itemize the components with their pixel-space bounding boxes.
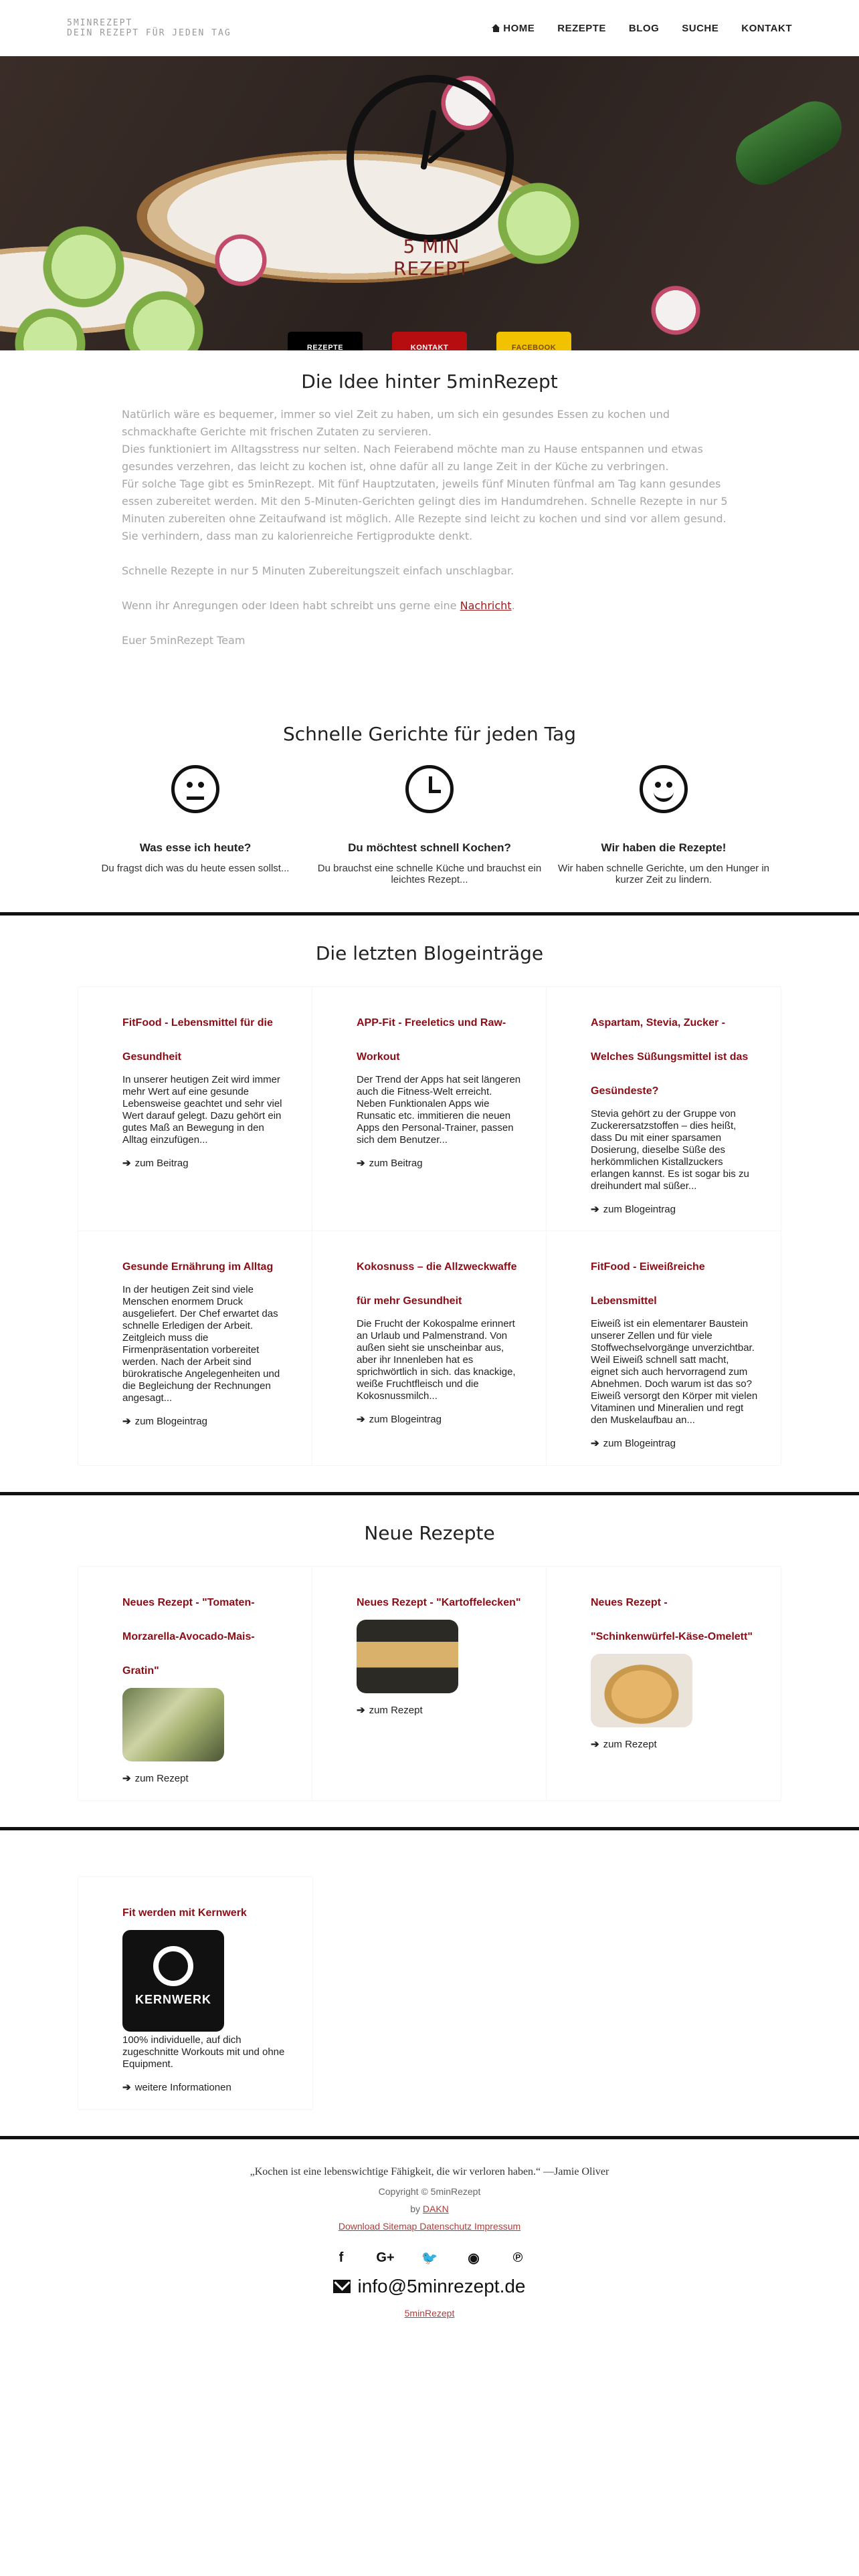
hero-buttons [0, 332, 859, 350]
hero-banner [0, 56, 859, 350]
main-nav [492, 23, 792, 34]
brand-name: 5MINREZEPT [67, 18, 133, 28]
recipe-card [547, 1567, 781, 1800]
kernwerk-title[interactable]: Fit werden mit Kernwerk [122, 1907, 247, 1919]
blog-card-text: Die Frucht der Kokospalme erinnert an Urlaub und Palmenstrand. Von außen sieht sie unscheinbar aus, aber ihr Innenleben hat es sprichwörtlich in sich. das knackige, weiße Fruchtfleisch und die Kokosnussmilch... [357, 1318, 516, 1402]
nav-suche[interactable]: SUCHE [682, 22, 719, 34]
blog-card-link[interactable]: ➔ zum Blogeintrag [122, 1415, 207, 1427]
recipe-image-omelett[interactable] [591, 1654, 692, 1727]
feature-text: Wir haben schnelle Gerichte, um den Hunger in kurzer Zeit zu lindern. [558, 863, 769, 885]
brand-tagline: DEIN REZEPT FÜR JEDEN TAG [67, 28, 231, 38]
arrow-right-icon: ➔ [357, 1158, 365, 1169]
home-icon [492, 24, 500, 32]
footer-links [0, 2221, 859, 2232]
blog-card-title[interactable]: APP-Fit - Freeletics und Raw-Workout [357, 1017, 506, 1063]
footer-quote: „Kochen ist eine lebenswichtige Fähigkeit, die wir verloren haben.“ —Jamie Oliver [250, 2166, 609, 2177]
kettlebell-icon [153, 1946, 193, 1986]
recipes-title: Neue Rezepte [364, 1522, 495, 1544]
footer-credit: by DAKN [410, 2204, 449, 2214]
arrow-right-icon: ➔ [357, 1705, 365, 1716]
feature-heading: Was esse ich heute? [139, 841, 252, 854]
kernwerk-logo[interactable] [122, 1930, 224, 2032]
neutral-face-icon [171, 765, 219, 813]
recipe-image-gratin[interactable] [122, 1688, 224, 1761]
feature-item [78, 765, 312, 885]
blog-card-text: Der Trend der Apps hat seit längeren auch die Fitness-Welt erreicht. Neben Funktionalen Apps wie Runsatic etc. immitieren die neuen Apps den Personal-Trainer, passen sich dem Benutzer... [357, 1074, 521, 1146]
email-link[interactable]: info@5minrezept.de [0, 2276, 859, 2297]
blog-card [78, 1231, 312, 1465]
footer-brand-link[interactable]: 5minRezept [404, 2308, 455, 2319]
blog-card [547, 1231, 781, 1465]
arrow-right-icon: ➔ [591, 1204, 599, 1215]
recipe-card-link[interactable]: ➔ zum Rezept [591, 1738, 657, 1750]
blog-card [312, 1231, 547, 1465]
arrow-right-icon: ➔ [122, 1158, 131, 1169]
hero-logo-text: 5 MIN REZEPT [393, 235, 470, 280]
feature-heading: Du möchtest schnell Kochen? [348, 841, 511, 854]
blog-card-text: In der heutigen Zeit sind viele Menschen enormem Druck ausgeliefert. Der Chef erwartet das schnelle Erledigen der Arbeit. Zeitgleich muss die Firmenpräsentation vorbereitet werden. Nach der Arbeit sind bürokratische Angelegenheiten und die Begleichung der Rechnungen angesagt... [122, 1284, 280, 1404]
hero-rezepte-button[interactable]: REZEPTE [288, 332, 363, 350]
nav-kontakt[interactable]: KONTAKT [741, 22, 792, 34]
blog-card-text: Stevia gehört zu der Gruppe von Zuckerersatzstoffen – dies heißt, dass Du mit einer sparsamen Dosierung, dieselbe Süße des herkömmlichen Kistallzuckers erlangen kannst. Es ist sogar bis zu dreihundert mal süßer... [591, 1108, 749, 1192]
nachricht-link[interactable]: Nachricht [460, 599, 512, 612]
clock-icon [405, 765, 454, 813]
idea-contact-line: Wenn ihr Anregungen oder Ideen habt schreibt uns gerne eine Nachricht. [122, 599, 515, 612]
idea-text [122, 406, 737, 649]
idea-signature: Euer 5minRezept Team [122, 634, 246, 647]
smile-face-icon [640, 765, 688, 813]
google-plus-icon[interactable]: G+ [376, 2250, 395, 2265]
blog-card-title[interactable]: FitFood - Eiweißreiche Lebensmittel [591, 1261, 705, 1307]
rss-icon[interactable]: ◉ [468, 2250, 480, 2266]
nav-home[interactable]: HOME [492, 23, 535, 34]
blog-card-text: Eiweiß ist ein elementarer Baustein unserer Zellen und für viele Stoffwechselvorgänge unverzichtbar. Weil Eiweiß schnell satt macht, eignet sich auch hervorragend zum Abnehmen. Doch warum ist das so? Eiweiß versorgt den Körper mit vielen Vitaminen und Mineralien und regt den Muskelaufbau an... [591, 1318, 758, 1426]
site-header [0, 0, 859, 56]
blog-card-title[interactable]: Gesunde Ernährung im Alltag [122, 1261, 274, 1273]
features-title: Schnelle Gerichte für jeden Tag [282, 723, 577, 745]
recipe-card-title[interactable]: Neues Rezept - "Tomaten-Morzarella-Avocado-Mais-Gratin" [122, 1597, 255, 1677]
idea-title: Die Idee hinter 5minRezept [301, 370, 558, 393]
idea-paragraph: Schnelle Rezepte in nur 5 Minuten Zubereitungszeit einfach unschlagbar. [122, 564, 514, 577]
blog-card-link[interactable]: ➔ zum Beitrag [357, 1157, 423, 1169]
kernwerk-logo-text: KERNWERK [135, 1993, 211, 2006]
facebook-icon[interactable]: f [339, 2250, 344, 2265]
feature-text: Du brauchst eine schnelle Küche und brauchst ein leichtes Rezept... [317, 863, 542, 885]
blog-card-title[interactable]: FitFood - Lebensmittel für die Gesundheit [122, 1017, 273, 1063]
social-links [0, 2249, 859, 2266]
recipe-card-link[interactable]: ➔ zum Rezept [357, 1704, 423, 1716]
hero-kontakt-button[interactable]: KONTAKT [392, 332, 467, 350]
footer-copyright: Copyright © 5minRezept [378, 2186, 481, 2197]
nav-blog[interactable]: BLOG [628, 22, 660, 34]
idea-paragraph: Dies funktioniert im Alltagsstress nur selten. Nach Feierabend möchte man zu Hause entspannen und etwas gesundes verzehren, das leicht zu kochen ist, ohne dafür all zu lange Zeit in der Küche zu verbringen. [122, 443, 703, 473]
blog-card [547, 987, 781, 1231]
kernwerk-link[interactable]: ➔ weitere Informationen [122, 2081, 231, 2093]
blog-card-link[interactable]: ➔ zum Blogeintrag [591, 1437, 676, 1449]
idea-paragraph: Für solche Tage gibt es 5minRezept. Mit fünf Hauptzutaten, jeweils fünf Minuten fünfmal am Tag kann gesundes essen zubereitet werden. Mit den 5-Minuten-Gerichten gelingt dies im Handumdrehen. Schnelle Rezepte in nur 5 Minuten zubereiten ohne Zeitaufwand ist möglich. Alle Rezepte sind leicht zu kochen und sind vor allem gesund. Sie verhindern, dass man zu kalorienreiche Fertigprodukte denkt. [122, 477, 728, 542]
footer-legal-links[interactable]: Download Sitemap Datenschutz Impressum [338, 2221, 521, 2232]
twitter-icon[interactable]: 🐦 [421, 2250, 438, 2266]
idea-section [0, 350, 859, 663]
blog-card-text: In unserer heutigen Zeit wird immer mehr Wert auf eine gesunde Lebensweise geachtet und sehr viel Wert darauf gelegt. Dazu gehört ein gutes Maß an Bewegung in den Alltag einzufügen... [122, 1074, 282, 1146]
blog-card [312, 987, 547, 1231]
arrow-right-icon: ➔ [591, 1739, 599, 1750]
hero-facebook-button[interactable]: FACEBOOK [496, 332, 571, 350]
blog-card-title[interactable]: Aspartam, Stevia, Zucker - Welches Süßungsmittel ist das Gesündeste? [591, 1017, 749, 1097]
blog-section [0, 916, 859, 1492]
brand[interactable] [67, 18, 231, 38]
hero-cucumber-decor [726, 92, 851, 195]
recipe-card [78, 1567, 312, 1800]
feature-item [547, 765, 781, 885]
blog-card-link[interactable]: ➔ zum Blogeintrag [591, 1203, 676, 1215]
blog-title: Die letzten Blogeinträge [315, 942, 544, 964]
arrow-right-icon: ➔ [122, 2082, 131, 2093]
arrow-right-icon: ➔ [122, 1416, 131, 1427]
idea-paragraph: Natürlich wäre es bequemer, immer so viel Zeit zu haben, um sich ein gesundes Essen zu kochen und schmackhafte Gerichte mit frischen Zutaten zu servieren. [122, 408, 670, 438]
arrow-right-icon: ➔ [122, 1773, 131, 1784]
recipe-image-kartoffelecken[interactable] [357, 1620, 458, 1693]
kernwerk-card [78, 1877, 312, 2109]
partner-section [0, 1830, 859, 2136]
nav-rezepte[interactable]: REZEPTE [557, 22, 606, 34]
site-footer [0, 2139, 859, 2359]
arrow-right-icon: ➔ [591, 1438, 599, 1449]
arrow-right-icon: ➔ [357, 1414, 365, 1425]
features-section [0, 663, 859, 912]
kernwerk-text: 100% individuelle, auf dich zugeschnitte Workouts mit und ohne Equipment. [122, 2034, 285, 2070]
recipe-card-title[interactable]: Neues Rezept - "Kartoffelecken" [357, 1597, 521, 1608]
envelope-icon [333, 2280, 351, 2293]
blog-card-link[interactable]: ➔ zum Beitrag [122, 1157, 189, 1169]
feature-item [312, 765, 547, 885]
feature-text: Du fragst dich was du heute essen sollst... [101, 863, 290, 874]
blog-card [78, 987, 312, 1231]
recipes-section [0, 1495, 859, 1827]
recipe-card-link[interactable]: ➔ zum Rezept [122, 1772, 189, 1784]
recipe-card [312, 1567, 547, 1800]
feature-heading: Wir haben die Rezepte! [601, 841, 727, 854]
pinterest-icon[interactable]: ℗ [512, 2250, 523, 2265]
dakn-link[interactable]: DAKN [422, 2204, 449, 2214]
recipe-card-title[interactable]: Neues Rezept - "Schinkenwürfel-Käse-Omelett" [591, 1597, 753, 1642]
blog-card-link[interactable]: ➔ zum Blogeintrag [357, 1413, 442, 1425]
blog-card-title[interactable]: Kokosnuss – die Allzweckwaffe für mehr Gesundheit [357, 1261, 517, 1307]
